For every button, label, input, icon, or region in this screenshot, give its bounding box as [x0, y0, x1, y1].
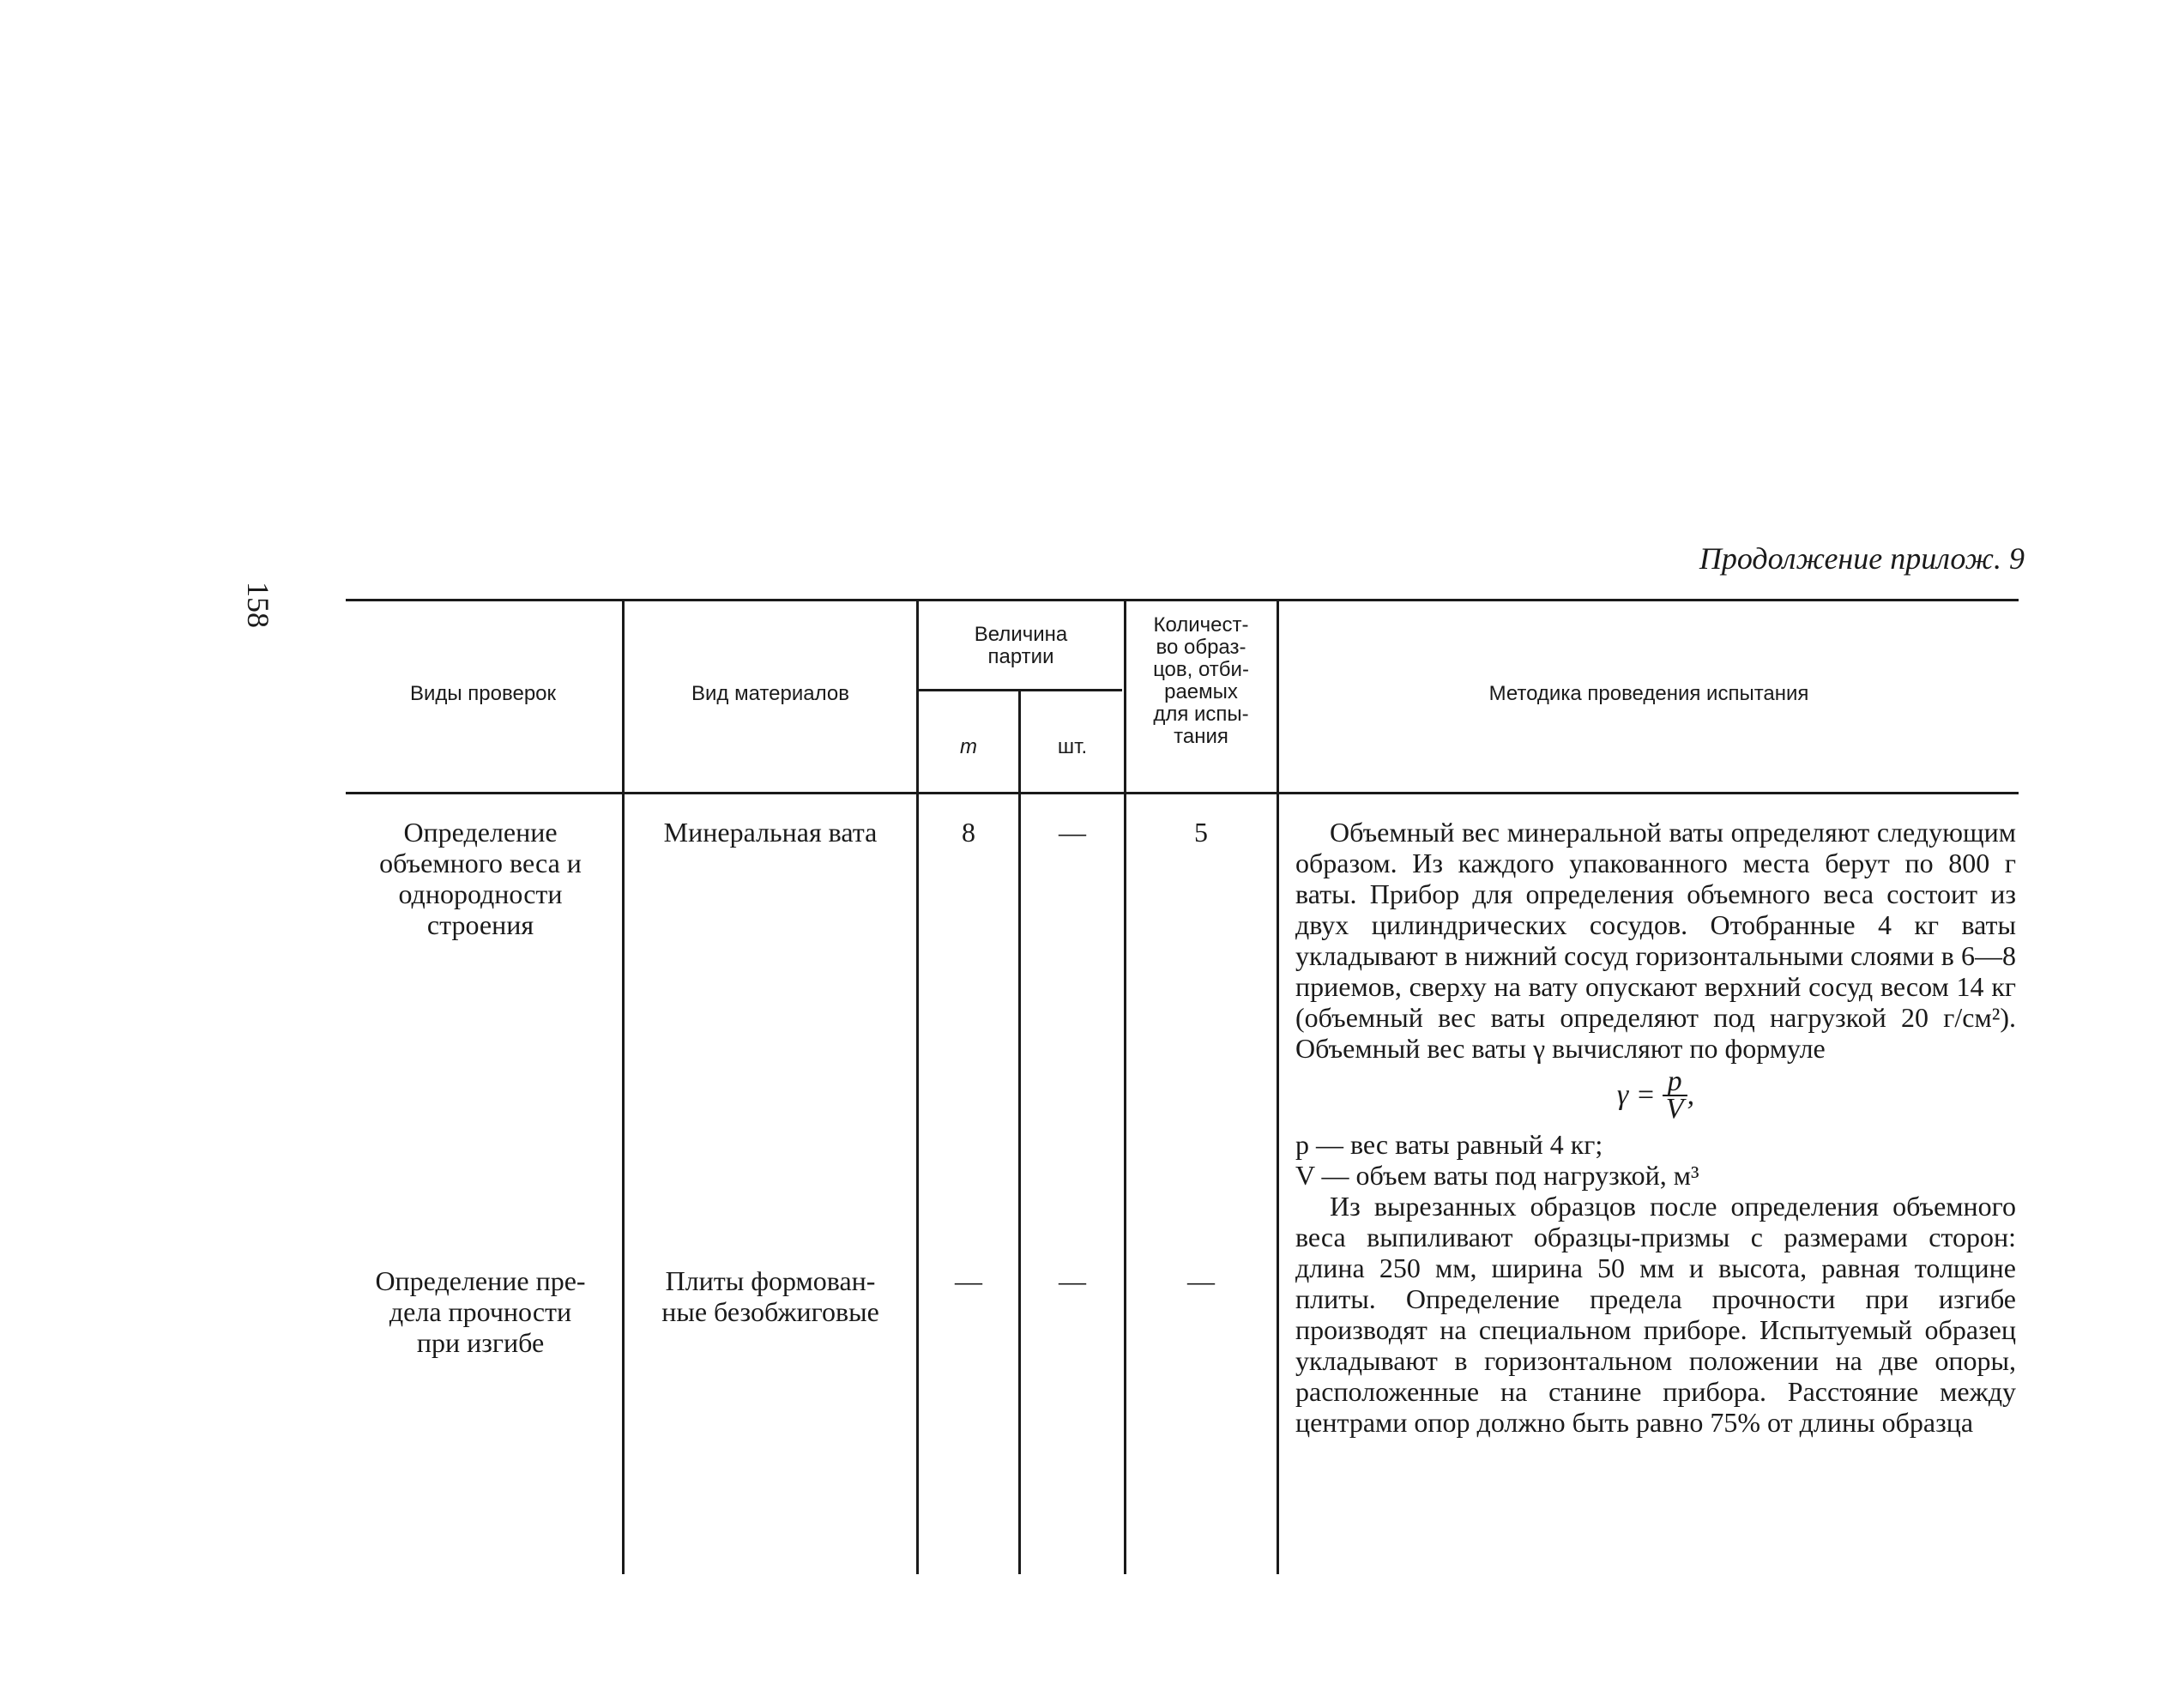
col-divider-5	[1277, 601, 1279, 1574]
formula-numerator: p	[1663, 1069, 1687, 1096]
density-formula	[1295, 1065, 2016, 1125]
col-divider-4	[1124, 601, 1126, 1574]
row2-samples: —	[1187, 1265, 1215, 1296]
method-column	[1295, 817, 2016, 1438]
header-samples-count: Количест- во образ- цов, отби- раемых для испы- тания	[1153, 613, 1249, 748]
row1-t: 8	[962, 817, 975, 848]
formula-tail: ,	[1687, 1079, 1695, 1111]
row2-pcs: —	[1059, 1265, 1086, 1296]
method-v-definition: V — объем ваты под нагрузкой, м³	[1295, 1160, 1699, 1191]
header-batch-size: Величина партии	[974, 623, 1068, 668]
row1-samples: 5	[1194, 817, 1208, 848]
formula-fraction	[1663, 1065, 1687, 1125]
header-check-type: Виды проверок	[409, 682, 557, 705]
continuation-title: Продолжение прилож. 9	[1699, 541, 2025, 576]
header-material: Вид материалов	[691, 682, 849, 705]
formula-denominator: V	[1665, 1093, 1684, 1125]
row2-check-type: Определение пре- дела прочности при изгибе	[375, 1265, 586, 1358]
row1-pcs: —	[1059, 817, 1086, 848]
header-method: Методика проведения испытания	[1488, 682, 1809, 705]
row2-material: Плиты формован- ные безобжиговые	[661, 1265, 879, 1327]
page-number: 158	[241, 582, 275, 628]
method-paragraph-1: Объемный вес минеральной ваты определяют следующим образом. Из каждого упакованного места берут по 800 г ваты. Прибор для определения объемного веса состоит из двух цилиндрических сосудов. Отобранные 4 кг ваты укладывают в нижний сосуд горизонтальными слоями в 6—8 приемов, сверху на вату опускают верхний сосуд весом 14 кг (объемный вес ваты определяют под нагрузкой 20 г/см²). Объемный вес ваты γ вычисляют по формуле	[1295, 817, 2016, 1064]
header-bottom-rule	[346, 792, 2019, 794]
table-top-rule	[346, 599, 2019, 601]
row2-t: —	[955, 1265, 982, 1296]
method-p-definition: p — вес ваты равный 4 кг;	[1295, 1129, 1603, 1160]
col-divider-3	[1018, 689, 1021, 1574]
formula-lhs: γ =	[1616, 1079, 1656, 1111]
col-divider-2	[916, 601, 919, 1574]
header-unit-t: т	[960, 735, 977, 758]
method-paragraph-2: Из вырезанных образцов после определения объемного веса выпиливают образцы-призмы с размерами сторон: длина 250 мм, ширина 50 мм и высота, равная толщине плиты. Определение предела прочности при изгибе производят на специальном приборе. Испытуемый образец укладывают в горизонтальном положении на две опоры, расположенные на станине прибора. Расстояние между центрами опор должно быть равно 75% от длины образца	[1295, 1191, 2016, 1438]
col-divider-1	[622, 601, 625, 1574]
row1-material: Минеральная вата	[663, 817, 878, 848]
header-unit-pcs: шт.	[1057, 735, 1088, 758]
row1-check-type: Определение объемного веса и однородности строения	[379, 817, 582, 940]
